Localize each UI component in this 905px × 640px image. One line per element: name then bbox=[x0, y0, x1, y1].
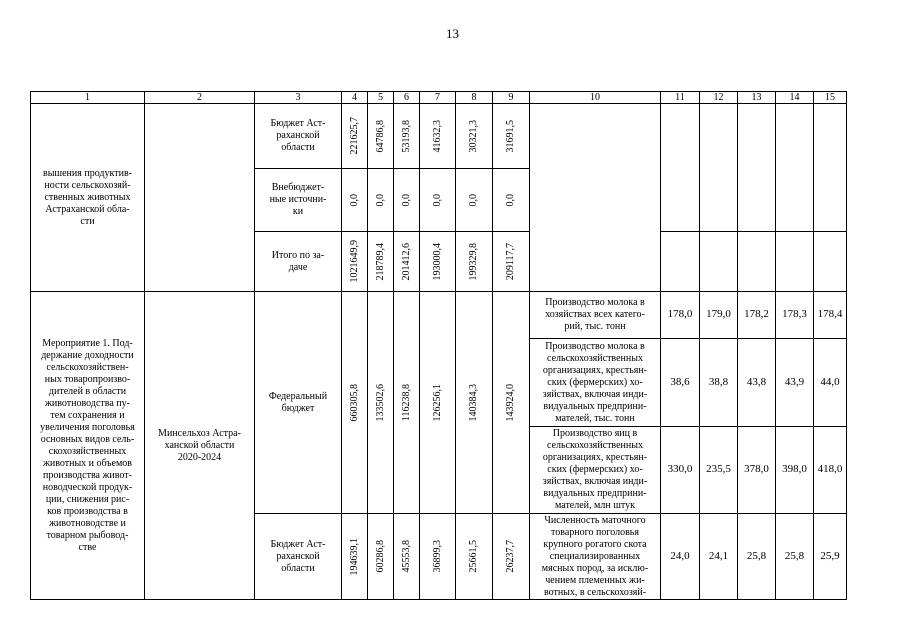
funding-value: 221625,7 bbox=[348, 117, 360, 155]
column-number: 9 bbox=[493, 92, 530, 104]
indicator-value bbox=[661, 104, 700, 232]
funding-source: Бюджет Аст- раханской области bbox=[255, 104, 342, 169]
column-number: 15 bbox=[814, 92, 847, 104]
indicator-value: 179,0 bbox=[700, 292, 738, 339]
funding-value: 0,0 bbox=[505, 193, 516, 207]
column-number: 10 bbox=[530, 92, 661, 104]
indicator-value: 178,2 bbox=[738, 292, 776, 339]
column-number: 2 bbox=[145, 92, 255, 104]
funding-value: 0,0 bbox=[374, 193, 386, 207]
funding-value: 1021649,9 bbox=[348, 240, 360, 283]
column-number: 12 bbox=[700, 92, 738, 104]
funding-value: 45553,8 bbox=[400, 540, 412, 573]
funding-value: 36899,3 bbox=[431, 540, 443, 573]
funding-value: 201412,6 bbox=[400, 242, 412, 281]
funding-value: 199329,8 bbox=[468, 242, 479, 281]
indicator-value: 178,3 bbox=[776, 292, 814, 339]
indicator-value bbox=[814, 232, 847, 292]
funding-value: 31691,5 bbox=[505, 119, 516, 153]
funding-value: 60286,8 bbox=[374, 540, 386, 573]
executor-cell bbox=[145, 104, 255, 292]
funding-value: 116238,8 bbox=[400, 383, 412, 422]
column-number-row bbox=[31, 92, 847, 104]
funding-value: 194639,1 bbox=[348, 537, 360, 576]
indicator-value: 418,0 bbox=[814, 427, 847, 514]
page-number: 13 bbox=[446, 26, 459, 41]
funding-value: 209117,7 bbox=[505, 242, 516, 281]
column-number: 6 bbox=[394, 92, 420, 104]
funding-value: 140384,3 bbox=[468, 383, 479, 422]
funding-value: 25661,5 bbox=[468, 540, 479, 573]
funding-value: 0,0 bbox=[431, 193, 443, 207]
funding-value: 133502,6 bbox=[374, 383, 386, 422]
indicator-value: 378,0 bbox=[738, 427, 776, 514]
measure-description: Мероприятие 1. Под- держание доходности сельскохозяйствен- ных товаропроизво- дителей в области животноводства пу- тем сохранения и увеличения поголовья основных видов сель- скохозяйственных животных и объемов производства живот- новодческой продук- ции, снижения рис- ков производства в животноводстве и товарном рыбовод- стве bbox=[31, 292, 145, 600]
funding-value: 126256,1 bbox=[431, 383, 443, 422]
indicator-value bbox=[814, 104, 847, 232]
indicator-value: 24,1 bbox=[700, 514, 738, 600]
column-number: 3 bbox=[255, 92, 342, 104]
funding-source: Федеральный бюджет bbox=[255, 292, 342, 514]
indicator-value: 24,0 bbox=[661, 514, 700, 600]
indicator-value: 25,8 bbox=[776, 514, 814, 600]
column-number: 13 bbox=[738, 92, 776, 104]
indicator-value bbox=[738, 232, 776, 292]
indicator-name: Производство молока в сельскохозяйственных организациях, крестьян- ских (фермерских) хо- зяйствах, включая инди- видуальных предприни- мателей, тыс. тонн bbox=[530, 339, 661, 427]
indicator-value: 235,5 bbox=[700, 427, 738, 514]
indicator-value bbox=[738, 104, 776, 232]
column-number: 1 bbox=[31, 92, 145, 104]
funding-value: 64786,8 bbox=[374, 119, 386, 153]
funding-value: 193000,4 bbox=[431, 242, 443, 281]
indicator-value: 38,6 bbox=[661, 339, 700, 427]
indicator-name: Численность маточного товарного поголовья крупного рогатого скота специализированных мясных пород, за исклю- чением племенных жи- вотных, в сельскохозяй- bbox=[530, 514, 661, 600]
indicator-value bbox=[776, 104, 814, 232]
task-description: вышения продуктив- ности сельскохозяй- ственных животных Астраханской обла- сти bbox=[31, 104, 145, 292]
funding-value: 26237,7 bbox=[505, 540, 516, 573]
indicator-value: 178,4 bbox=[814, 292, 847, 339]
indicator-value bbox=[661, 232, 700, 292]
column-number: 7 bbox=[420, 92, 456, 104]
column-number: 4 bbox=[342, 92, 368, 104]
program-table bbox=[30, 91, 847, 600]
executor-period: Минсельхоз Астра- ханской области 2020-2024 bbox=[145, 292, 255, 600]
indicator-name: Производство яиц в сельскохозяйственных организациях, крестьян- ских (фермерских) хо- зяйствах, включая инди- видуальных предприни- мателей, млн штук bbox=[530, 427, 661, 514]
indicator-value: 38,8 bbox=[700, 339, 738, 427]
indicator-value: 43,9 bbox=[776, 339, 814, 427]
indicator-value: 43,8 bbox=[738, 339, 776, 427]
column-number: 14 bbox=[776, 92, 814, 104]
indicator-name: Производство молока в хозяйствах всех катего- рий, тыс. тонн bbox=[530, 292, 661, 339]
indicator-value: 25,8 bbox=[738, 514, 776, 600]
column-number: 8 bbox=[456, 92, 493, 104]
indicator-value bbox=[776, 232, 814, 292]
indicator-value: 44,0 bbox=[814, 339, 847, 427]
indicator-value: 178,0 bbox=[661, 292, 700, 339]
funding-value: 660305,8 bbox=[348, 383, 360, 422]
indicator-value: 25,9 bbox=[814, 514, 847, 600]
funding-value: 0,0 bbox=[468, 193, 479, 207]
funding-value: 53193,8 bbox=[400, 119, 412, 153]
funding-value: 30321,3 bbox=[468, 119, 479, 153]
funding-source: Бюджет Аст- раханской области bbox=[255, 514, 342, 600]
funding-source: Внебюджет- ные источни- ки bbox=[255, 169, 342, 232]
funding-value: 218789,4 bbox=[374, 242, 386, 281]
indicator-cell bbox=[530, 104, 661, 292]
table-row bbox=[31, 104, 847, 169]
funding-value: 41632,3 bbox=[431, 119, 443, 153]
funding-source: Итого по за- даче bbox=[255, 232, 342, 292]
funding-value: 0,0 bbox=[400, 193, 412, 207]
funding-value: 0,0 bbox=[348, 193, 360, 207]
column-number: 11 bbox=[661, 92, 700, 104]
indicator-value bbox=[700, 104, 738, 232]
indicator-value: 398,0 bbox=[776, 427, 814, 514]
indicator-value: 330,0 bbox=[661, 427, 700, 514]
indicator-value bbox=[700, 232, 738, 292]
funding-value: 143924,0 bbox=[505, 383, 516, 422]
table-row bbox=[31, 292, 847, 339]
column-number: 5 bbox=[368, 92, 394, 104]
